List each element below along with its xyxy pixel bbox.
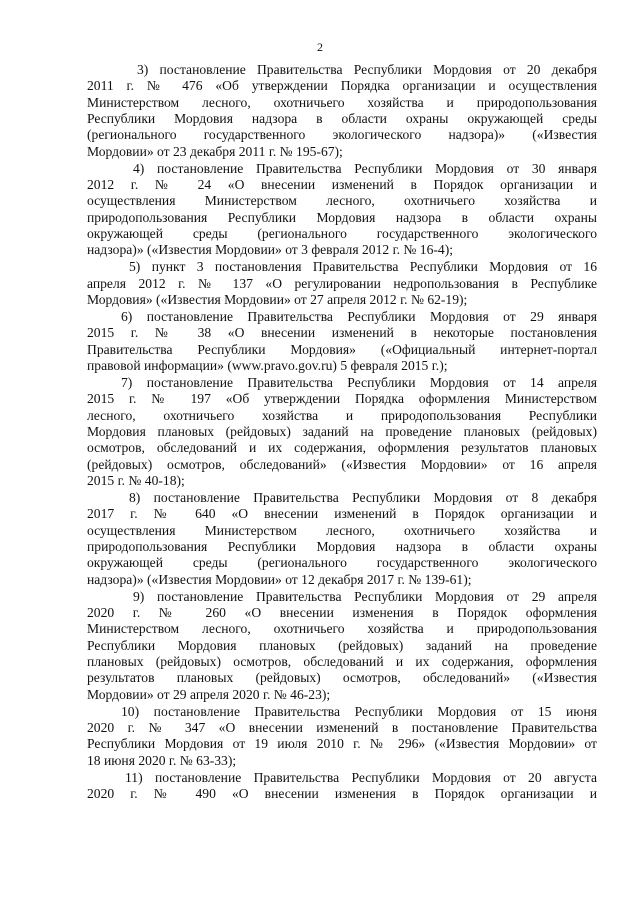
text-line: осмотров, обследований и их содержания, оформления результатов плановых <box>87 440 597 456</box>
text-line: природопользования Республики Мордовия надзора в области охраны <box>87 538 597 554</box>
list-item <box>87 259 597 308</box>
text-line: 2012 г. № 24 «О внесении изменений в Порядок организации и <box>87 177 597 192</box>
text-line: осуществления Министерством лесного, охотничьего хозяйства и <box>87 522 597 538</box>
text-line: Министерством лесного, охотничьего хозяйства и природопользования <box>87 621 597 637</box>
text-line: природопользования Республики Мордовия надзора в области охраны <box>87 209 597 225</box>
text-line: Мордовия плановых (рейдовых) заданий на проведение плановых (рейдовых) <box>87 423 597 439</box>
text-line: надзора)» («Известия Мордовии» от 3 февраля 2012 г. № 16-4); <box>87 242 454 258</box>
text-line: 2015 г. № 40-18); <box>87 472 185 488</box>
list-item <box>87 770 597 803</box>
text-line: результатов плановых (рейдовых) осмотров, обследований» («Известия <box>87 670 597 686</box>
text-line: 2020 г. № 490 «О внесении изменения в Порядок организации и <box>87 785 597 801</box>
list-item <box>87 161 597 259</box>
text-line: Республики Мордовия плановых (рейдовых) заданий на проведение <box>87 637 597 653</box>
text-line: 2020 г. № 347 «О внесении изменений в постановление Правительства <box>87 719 597 735</box>
list-item <box>87 704 597 769</box>
text-line: 10) постановление Правительства Республики Мордовия от 15 июня <box>121 703 597 719</box>
text-line: плановых (рейдовых) осмотров, обследований и их содержания, оформления <box>87 653 597 669</box>
text-line: 2017 г. № 640 «О внесении изменений в Порядок организации и <box>87 506 597 522</box>
text-line: 2020 г. № 260 «О внесении изменения в Порядок оформления <box>87 604 597 620</box>
text-line: окружающей среды (регионального государственного экологического <box>87 555 597 571</box>
text-line: 6) постановление Правительства Республики Мордовия от 29 января <box>121 308 597 324</box>
text-line: (рейдовых) осмотров, обследований» («Известия Мордовии» от 16 апреля <box>87 456 597 472</box>
list-item <box>87 375 597 489</box>
list-item <box>87 589 597 703</box>
list-item <box>87 309 597 374</box>
text-line: осуществления Министерством лесного, охотничьего хозяйства и <box>87 193 597 209</box>
text-line: 2011 г. № 476 «Об утверждении Порядка организации и осуществления <box>87 78 597 94</box>
text-line: (регионального государственного экологического надзора)» («Известия <box>87 127 597 143</box>
document-body <box>87 62 597 803</box>
text-line: правовой информации» (www.pravo.gov.ru) 5 февраля 2015 г.); <box>87 357 448 373</box>
text-line: 8) постановление Правительства Республики Мордовия от 8 декабря <box>129 489 597 505</box>
text-line: окружающей среды (регионального государственного экологического <box>87 226 597 242</box>
text-line: Мордовии» от 23 декабря 2011 г. № 195-67); <box>87 143 343 159</box>
text-line: апреля 2012 г. № 137 «О регулировании недропользования в Республике <box>87 275 597 291</box>
text-line: 9) постановление Правительства Республики Мордовия от 29 апреля <box>133 588 597 604</box>
page-number: 2 <box>317 40 323 54</box>
text-line: Правительства Республики Мордовия» («Официальный интернет-портал <box>87 341 597 357</box>
list-item <box>87 490 597 588</box>
text-line: Республики Мордовия надзора в области охраны окружающей среды <box>87 111 597 127</box>
list-item <box>87 62 597 160</box>
text-line: Мордовия» («Известия Мордовии» от 27 апреля 2012 г. № 62-19); <box>87 292 468 307</box>
text-line: 18 июня 2020 г. № 63-33); <box>87 752 237 768</box>
text-line: Министерством лесного, охотничьего хозяйства и природопользования <box>87 94 597 110</box>
text-line: Мордовии» от 29 апреля 2020 г. № 46-23); <box>87 686 331 702</box>
text-line: Республики Мордовия от 19 июля 2010 г. № 296» («Известия Мордовии» от <box>87 736 597 752</box>
text-line: 2015 г. № 38 «О внесении изменений в некоторые постановления <box>87 325 597 341</box>
text-line: лесного, охотничьего хозяйства и природопользования Республики <box>87 407 597 423</box>
text-line: 2015 г. № 197 «Об утверждении Порядка оформления Министерством <box>87 391 597 407</box>
text-line: надзора)» («Известия Мордовии» от 12 декабря 2017 г. № 139-61); <box>87 571 472 587</box>
text-line: 7) постановление Правительства Республики Мордовия от 14 апреля <box>121 374 597 390</box>
text-line: 4) постановление Правительства Республики Мордовия от 30 января <box>133 160 597 176</box>
text-line: 11) постановление Правительства Республики Мордовия от 20 августа <box>125 769 597 785</box>
text-line: 3) постановление Правительства Республики Мордовия от 20 декабря <box>137 62 597 77</box>
text-line: 5) пункт 3 постановления Правительства Республики Мордовия от 16 <box>129 259 597 275</box>
